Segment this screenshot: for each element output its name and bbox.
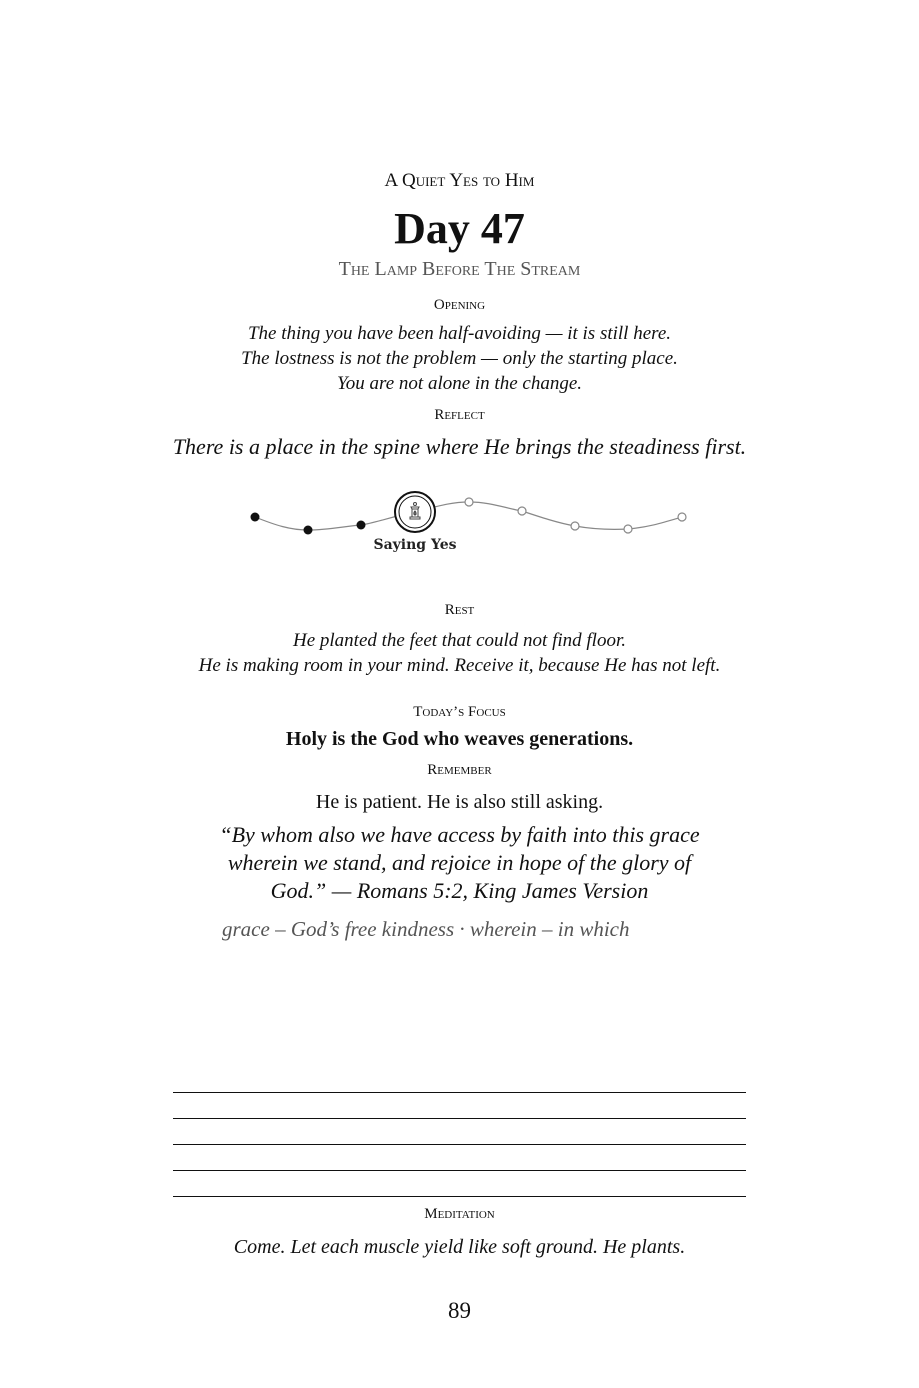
journey-progress-path <box>0 480 919 560</box>
journal-line <box>173 1196 746 1197</box>
rest-line: He is making room in your mind. Receive it, because He has not left. <box>198 655 721 676</box>
day-title: Day 47 <box>394 204 525 253</box>
rest-label: Rest <box>444 602 475 618</box>
journey-current-label: Saying Yes <box>373 537 457 553</box>
journal-line <box>173 1170 746 1171</box>
remember-text: He is patient. He is also still asking. <box>315 791 604 813</box>
journey-step-completed <box>251 513 260 522</box>
opening-line: You are not alone in the change. <box>336 373 583 394</box>
remember-label: Remember <box>427 762 492 778</box>
verse-line: “By whom also we have access by faith into this grace <box>219 822 700 847</box>
journal-line <box>173 1118 746 1119</box>
journey-step-upcoming <box>624 525 632 533</box>
series-title: A Quiet Yes to Him <box>384 170 535 191</box>
opening-line: The lostness is not the problem — only the starting place. <box>241 348 678 369</box>
page-number: 89 <box>448 1298 471 1323</box>
day-subtitle: The Lamp Before The Stream <box>338 258 581 280</box>
rest-text <box>0 628 919 678</box>
opening-label: Opening <box>433 297 486 313</box>
verse-line: wherein we stand, and rejoice in hope of the glory of <box>227 850 692 875</box>
opening-text <box>0 321 919 396</box>
scripture-verse <box>0 821 919 905</box>
journey-step-completed <box>304 526 313 535</box>
reflect-text: There is a place in the spine where He brings the steadiness first. <box>172 434 747 459</box>
verse-line: God.” — Romans 5:2, King James Version <box>270 878 649 903</box>
journal-line <box>173 1092 746 1093</box>
journey-step-upcoming <box>571 522 579 530</box>
meditation-text: Come. Let each muscle yield like soft ground. He plants. <box>233 1236 686 1258</box>
opening-line: The thing you have been half-avoiding — it is still here. <box>247 323 672 344</box>
rest-line: He planted the feet that could not find floor. <box>293 630 626 651</box>
journey-step-upcoming <box>465 498 473 506</box>
focus-text: Holy is the God who weaves generations. <box>285 728 634 750</box>
reflect-label: Reflect <box>434 407 485 423</box>
word-gloss: grace – God’s free kindness · wherein – in which <box>222 917 630 941</box>
meditation-label: Meditation <box>424 1206 495 1222</box>
journey-step-upcoming <box>678 513 686 521</box>
focus-label: Today’s Focus <box>413 704 506 720</box>
journey-step-completed <box>357 521 366 530</box>
journal-line <box>173 1144 746 1145</box>
journey-step-upcoming <box>518 507 526 515</box>
